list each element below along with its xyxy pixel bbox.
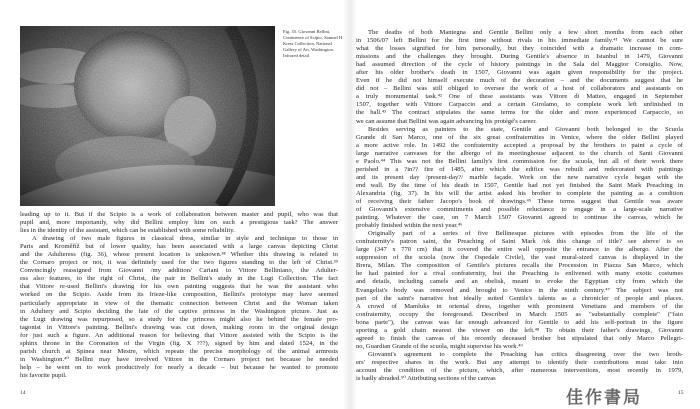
text-line: agreed to finish the canvas of his recently deceased brother but stipulated that only Marco Pellegri- bbox=[356, 334, 683, 342]
paragraph bbox=[356, 351, 683, 383]
left-page-body-text bbox=[20, 211, 338, 380]
text-line: and the Adulteress (fig. 36), whose present location is unknown.³⁸ Whether this drawing is related to bbox=[20, 251, 338, 259]
text-line: the Cornaro project or not, it was definitely used for the two figures standing to the left of Christ.³⁹ bbox=[20, 259, 338, 267]
text-line: he had painted for a rival confraternity, but the Preaching is enlivened with many exotic costumes bbox=[356, 270, 683, 278]
text-line: Brera, Milan. The composition of Gentile's pictures recalls the Procession in Piazza San Marco, which bbox=[356, 262, 683, 270]
text-line: a more active role. In 1492 the confraternity accepted a proposal by the brothers to paint a cycle of bbox=[356, 141, 683, 149]
paragraph bbox=[356, 29, 683, 126]
text-line: Evangelist's body was removed and brought to Venice in the ninth century.⁴⁷ The subject was not bbox=[356, 286, 683, 294]
page-number-left: 14 bbox=[20, 390, 26, 396]
text-line: and its present day /present-day?/ marble façade. Work on the new narrative cycle began with the bbox=[356, 173, 683, 181]
book-gutter bbox=[343, 0, 357, 409]
text-line: suppression of the scuola (now the Ospedale Civile), the vast mural-sized canvas is displayed in the bbox=[356, 254, 683, 262]
text-line: Convincingly reassigned from Giovanni /my addition/ Cariani to Vittore Belliniano, the Adulter- bbox=[20, 267, 338, 275]
text-line: had assumed direction of the cycle of history paintings in the Sala del Maggior Consiglio. Now, bbox=[356, 61, 683, 69]
text-line: in 1506/07 left Bellini for the first time without rivals in his immediate family.⁴¹ We cannot be sure bbox=[356, 37, 683, 45]
text-line: his favorite pupil. bbox=[20, 371, 67, 379]
text-line: Paris and Kroměříž but of lower quality, has been associated with a large canvas depicting Christ bbox=[20, 243, 338, 251]
text-line: Alexandria (fig. 37). In his will the artist asked his brother to complete the painting as a condition bbox=[356, 189, 683, 197]
text-line: e Paolo.⁴⁴ This was not the Bellini family's first commission for the scuola, but all of their work there bbox=[356, 157, 683, 165]
text-line: of Giovanni's extensive commitments and possible reluctance to engage in a large-scale narrative bbox=[356, 206, 683, 214]
text-line: in Adultery and Scipio deciding the fate of the captive princess in the Washington picture. Just as bbox=[20, 307, 338, 315]
text-line: parish church at Spinea near Mestre, which repeats the precise morphology of the animal armrests bbox=[20, 347, 338, 355]
text-line: leading up to it. But if the Scipio is a work of collaboration between master and pupil, who was that bbox=[20, 211, 338, 218]
text-line: did not – Bellini was still obliged to oversee the work of a host of collaborators and assistants on bbox=[356, 85, 683, 93]
text-line: Even if he did not himself execute much of the decoration – and the documents suggest that he bbox=[356, 77, 683, 85]
text-line: we can assume that Bellini was again advancing his protégé's career. bbox=[356, 117, 537, 125]
text-line: particularly appropriate in view of the thematic connection between Christ and the Woman taken bbox=[20, 299, 338, 307]
text-line: end wall. By the time of his death in 1507, Gentile had not yet finished the Saint Mark Preaching in bbox=[356, 181, 683, 189]
text-line: sphinx throne in the Coronation of the Virgin (fig. X ???), signed by him and dated 1524, in the bbox=[20, 339, 338, 347]
text-line: perished in a ?in?? fire of 1485, after which the edifice was rebuilt and redecorated with paintings bbox=[356, 165, 683, 173]
text-line: Originally part of a series of five Bellinesque pictures with episodes from the life of the bbox=[368, 230, 683, 238]
text-line: the hall.⁴³ The contract stipulates the same terms for the older and more experienced Carpaccio, so bbox=[356, 109, 683, 117]
text-line: large narrative canvases for the albergo of its meetinghouse adjacent to the church of Santi Giovanni bbox=[356, 149, 683, 157]
figure-caption: Fig. 35. Giovanni Bellini, Continence of Scipio, Samuel H. Kress Collection, National Gallery of Art, Washington. Infrared detail bbox=[283, 29, 344, 58]
text-line: Besides serving as painters to the state, Gentile and Giovanni both belonged to the Scuola bbox=[368, 125, 683, 133]
text-line: account the condition of the picture, which, after numerous interventions, most recently in 1979, bbox=[356, 366, 683, 374]
text-line: Giovanni's agreement to complete the Preaching has critics disagreeing over the two broth- bbox=[368, 350, 683, 358]
text-line: bona parte"), the canvas was far enough advanced for Gentile to add his self-portrait in the figure bbox=[356, 318, 683, 326]
text-line: pupil and, more importantly, why did Bellini employ him on such a prestigious task? The answer bbox=[20, 219, 338, 227]
text-line: the Lugt drawing was repurposed, so a study for the princess might also lie behind the female pro- bbox=[20, 315, 338, 323]
text-line: A crowd of Mamluks in oriental dress, together with prominent Venetians and members of the bbox=[356, 302, 683, 310]
text-line: large (347 x 770 cm) that it covered the entire wall opposite the entrance to the albergo. After the bbox=[356, 246, 683, 254]
text-line: tagonist in Vittore's painting. Bellini's drawing was cut down, making room in the original design bbox=[20, 323, 338, 331]
text-line: and details, including camels and an obelisk, meant to evoke the Egyptian city from which the bbox=[356, 278, 683, 286]
paragraph bbox=[356, 230, 683, 351]
text-line: ess also features, to the right of Christ, the pair in Bellini's study in the Lugt Collection. The fact bbox=[20, 275, 338, 283]
text-line: confraternity's patron saint, the Preaching of Saint Mark /ok this change of title? see above/ is so bbox=[356, 238, 683, 246]
figure-image-infrared-detail bbox=[20, 26, 275, 206]
page-number-right: 15 bbox=[678, 390, 684, 396]
text-line: of receiving their father Jacopo's book of drawings.⁴⁵ These terms suggest that Gentile was aware bbox=[356, 197, 683, 205]
paragraph bbox=[356, 126, 683, 231]
paragraph bbox=[20, 211, 338, 235]
text-line: painting. Whatever the case, on 7 March 1507 Giovanni agreed to continue the canvas, which he bbox=[356, 214, 683, 222]
text-line: in Washington.⁴⁰ Bellini may have involved Vittore in the Cornaro project not because he needed bbox=[20, 355, 338, 363]
text-line: missions and the challenges they brought. During Gentile's absence in Istanbul in 1479, Giovanni bbox=[356, 53, 683, 61]
paragraph bbox=[20, 235, 338, 380]
text-line: lies in the identity of the assistant, which can be established with some reliability. bbox=[20, 227, 235, 235]
text-line: sporting a gold chain nearest the viewer on the left.⁴⁸ To obtain their father's drawings, Giovanni bbox=[356, 326, 683, 334]
text-line: what the losses signified for him personally, but they coincided with a dramatic increase in com- bbox=[356, 45, 683, 53]
text-line: Grande di San Marco, one of the six great confraternities in Venice, where the older Bellini played bbox=[356, 133, 683, 141]
text-line: help – he went on to work productively for nearly a decade – but because he wanted to promote bbox=[20, 363, 338, 371]
right-page-body-text bbox=[356, 29, 683, 383]
text-line: confraternity, occupy the foreground. Described in March 1505 as "substantially complete" ("fato bbox=[356, 310, 683, 318]
text-line: for just such a figure. An additional reason for believing that Vittore assisted with the Scipio is the bbox=[20, 331, 338, 339]
text-line: part of the saint's narrative but ideally suited Gentile's talents as a chronicler of people and places. bbox=[356, 294, 683, 302]
text-line: The deaths of both Mantegna and Gentile Bellini only a few short months from each other bbox=[368, 29, 683, 36]
text-line: no, Guardian Grande of the scuola, might supervise his work.⁴⁹ bbox=[356, 342, 523, 350]
text-line: worked on the Scipio. Aside from its frieze-like composition, Bellini's prototype may have seemed bbox=[20, 291, 338, 299]
text-line: ers' respective shares in the work. But any attempt to identify their contributions must take into bbox=[356, 358, 683, 366]
text-line: probably finished within the next year.⁴⁶ bbox=[356, 222, 463, 230]
text-line: that Vittore re-used Bellini's drawing for his own painting suggests that he was the assistant who bbox=[20, 283, 338, 291]
text-line: A drawing of two male figures in classical dress, similar in style and technique to those in bbox=[32, 235, 338, 243]
text-line: 1507, together with Vittore Carpaccio and a certain Girolamo, to complete work left unfinished in bbox=[356, 101, 683, 109]
text-line: is badly abraded.⁵⁰ Attributing sections of the canvas bbox=[356, 375, 496, 383]
watermark-logo: 佳作書局 bbox=[566, 388, 642, 408]
text-line: after his older brother's death in 1507, Giovanni was again given responsibility for the project. bbox=[356, 69, 683, 77]
text-line: a truly monumental task.⁴² One of these assistants was Vittore di Matteo, engaged in September bbox=[356, 93, 683, 101]
